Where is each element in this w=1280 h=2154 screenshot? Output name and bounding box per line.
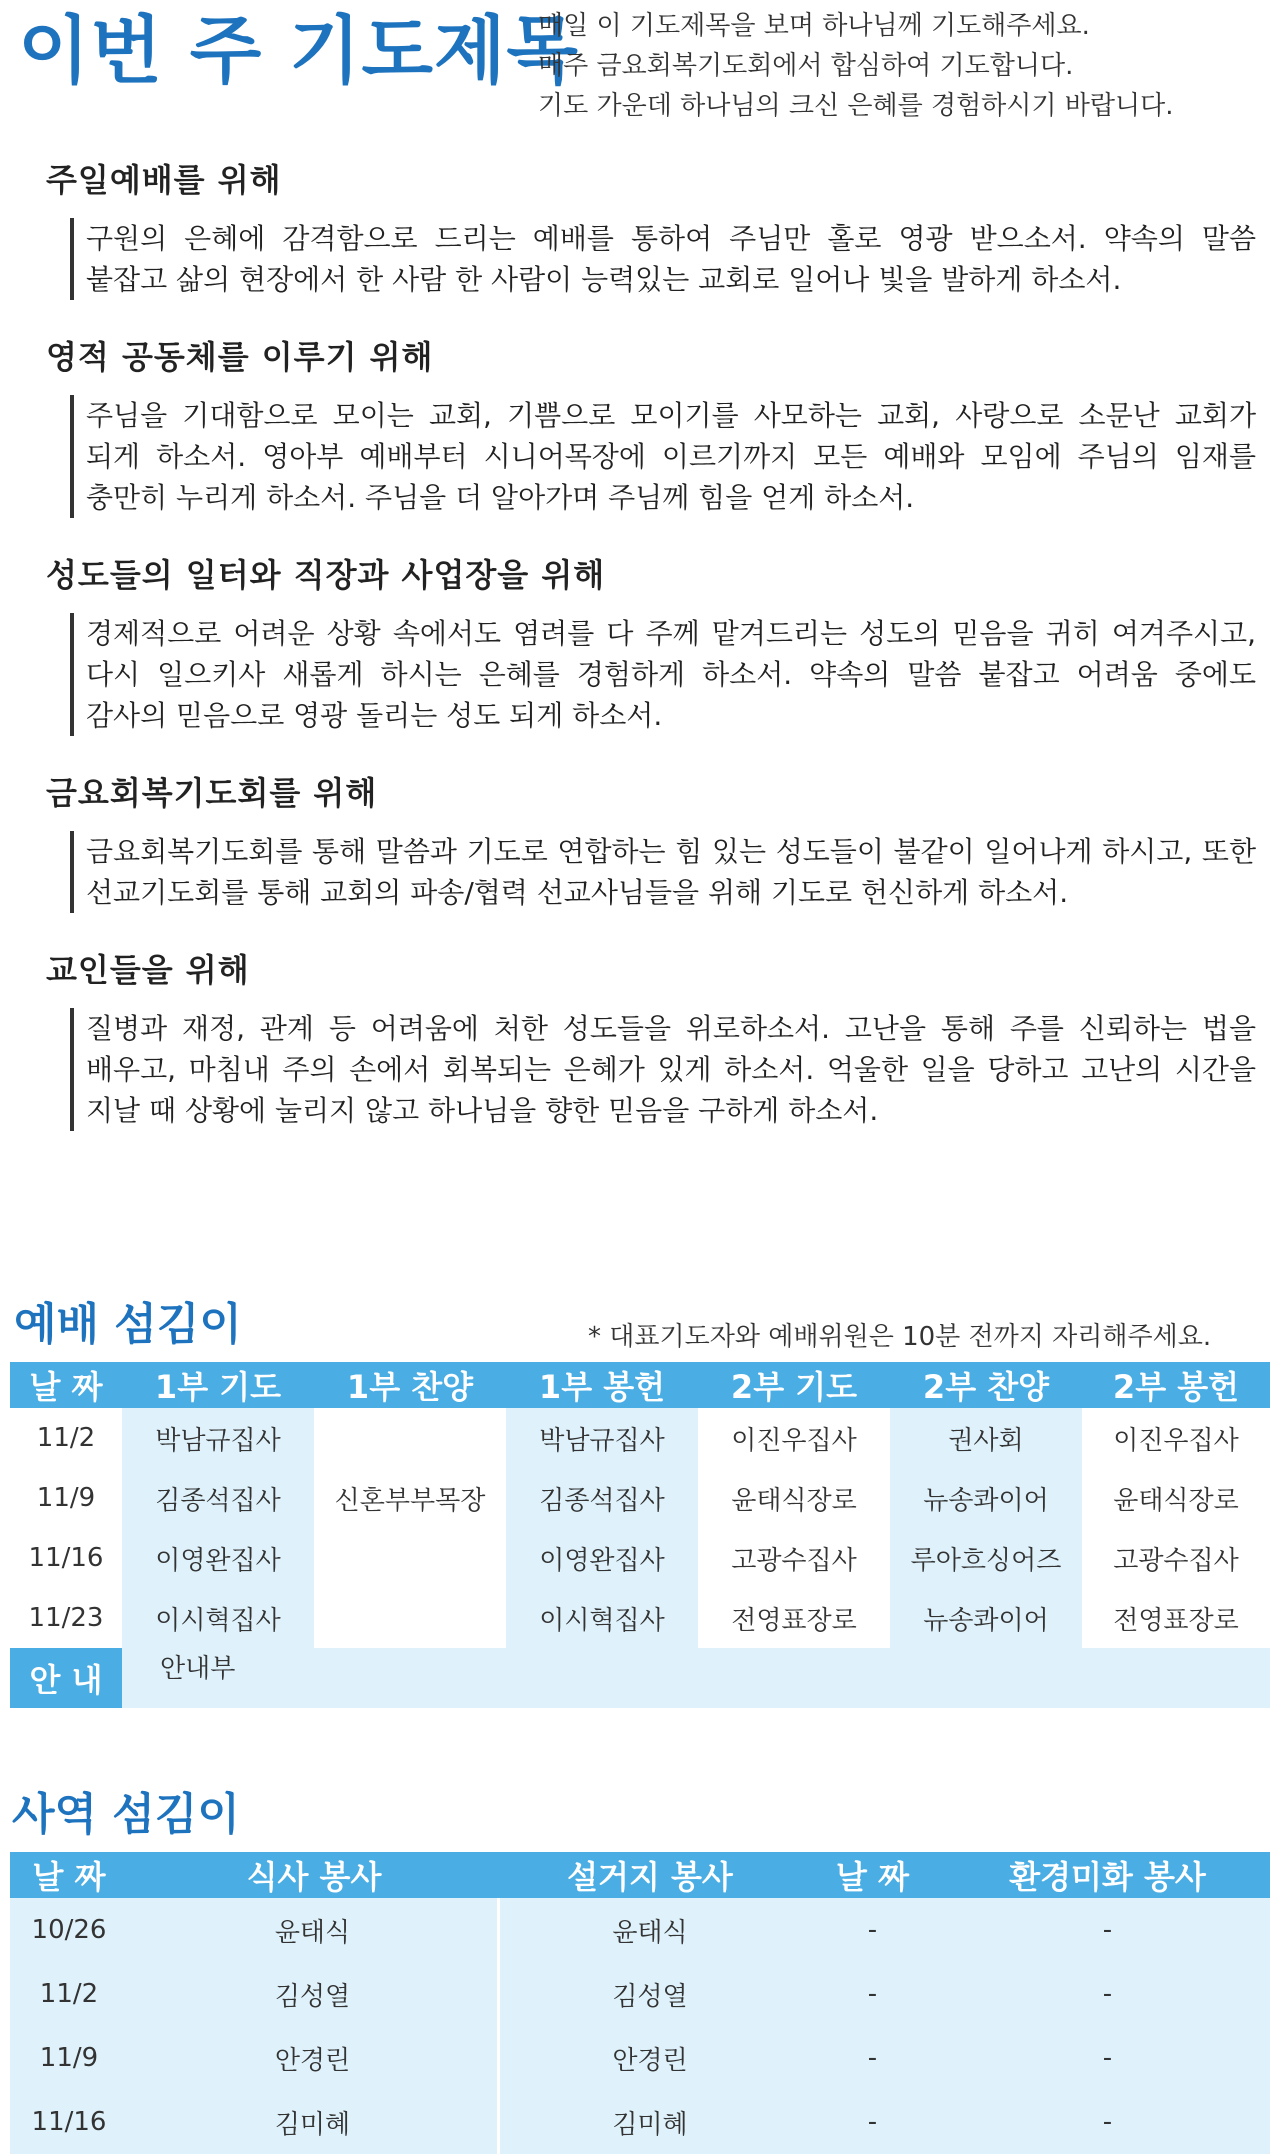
- prayer-heading: 영적 공동체를 이루기 위해: [46, 338, 434, 376]
- column-header: 날 짜: [10, 1852, 128, 1898]
- table-row: [10, 1528, 1270, 1588]
- prayer-section: [46, 337, 1256, 518]
- table-header-row: [10, 1362, 1270, 1408]
- column-header: 1부 봉헌: [506, 1362, 698, 1408]
- table-cell: 뉴송콰이어: [890, 1468, 1082, 1528]
- column-header: 날 짜: [10, 1362, 122, 1408]
- intro-line: 매일 이 기도제목을 보며 하나님께 기도해주세요.: [538, 11, 1090, 41]
- worship-title: 예배 섬김이: [14, 1299, 242, 1350]
- table-cell: 이영완집사: [506, 1528, 698, 1588]
- table-cell: 이시혁집사: [122, 1588, 314, 1648]
- table-cell: 루아흐싱어즈: [890, 1528, 1082, 1588]
- service-table: [10, 1852, 1270, 2154]
- prayer-heading: 교인들을 위해: [46, 951, 250, 989]
- table-row: [10, 1468, 1270, 1528]
- prayer-section: [46, 160, 1256, 300]
- table-cell: 김성열: [128, 1962, 500, 2026]
- intro-line: 기도 가운데 하나님의 크신 은혜를 경험하시기 바랍니다.: [538, 91, 1174, 121]
- table-cell: -: [800, 1962, 945, 2026]
- table-row: [10, 1962, 1270, 2026]
- table-cell: -: [800, 1898, 945, 1962]
- table-cell: 이영완집사: [122, 1528, 314, 1588]
- prayer-section: [46, 773, 1256, 913]
- column-header: 날 짜: [800, 1852, 945, 1898]
- column-header: 1부 찬양: [314, 1362, 506, 1408]
- table-cell: 11/2: [10, 1962, 128, 2026]
- service-title: 사역 섬김이: [12, 1789, 240, 1840]
- prayer-heading: 주일예배를 위해: [46, 161, 282, 199]
- table-cell: 안경린: [128, 2026, 500, 2090]
- table-cell: 김성열: [500, 1962, 800, 2026]
- column-header: 1부 기도: [122, 1362, 314, 1408]
- table-cell: -: [945, 2090, 1270, 2154]
- prayer-body: 경제적으로 어려운 상황 속에서도 염려를 다 주께 맡겨드리는 성도의 믿음을 귀히 여겨주시고, 다시 일으키사 새롭게 하시는 은혜를 경험하게 하소서. 약속의 말씀 붙잡고 어려움 중에도 감사의 믿음으로 영광 돌리는 성도 되게 하소서.: [70, 613, 1256, 736]
- prayer-section: [46, 555, 1256, 736]
- table-cell: [314, 1528, 506, 1588]
- table-cell: 전영표장로: [698, 1588, 890, 1648]
- table-cell: 11/9: [10, 1468, 122, 1528]
- page-title: 이번 주 기도제목: [18, 8, 579, 94]
- intro-text: [538, 6, 1273, 126]
- table-cell: 이진우집사: [1082, 1408, 1270, 1468]
- table-cell: -: [945, 1962, 1270, 2026]
- guide-label: 안 내: [10, 1648, 122, 1708]
- worship-table: [10, 1362, 1270, 1708]
- guide-value: 안내부: [122, 1648, 1270, 1708]
- column-header: 식사 봉사: [128, 1852, 500, 1898]
- column-header: 2부 찬양: [890, 1362, 1082, 1408]
- table-row: [10, 1648, 1270, 1708]
- worship-note: * 대표기도자와 예배위원은 10분 전까지 자리해주세요.: [588, 1322, 1212, 1352]
- table-cell: 11/23: [10, 1588, 122, 1648]
- table-cell: -: [945, 1898, 1270, 1962]
- table-cell: 11/9: [10, 2026, 128, 2090]
- table-cell: 고광수집사: [1082, 1528, 1270, 1588]
- table-cell: 11/2: [10, 1408, 122, 1468]
- prayer-body: 구원의 은혜에 감격함으로 드리는 예배를 통하여 주님만 홀로 영광 받으소서. 약속의 말씀 붙잡고 삶의 현장에서 한 사람 한 사람이 능력있는 교회로 일어나 빛을 발하게 하소서.: [70, 218, 1256, 300]
- prayer-body: 주님을 기대함으로 모이는 교회, 기쁨으로 모이기를 사모하는 교회, 사랑으로 소문난 교회가 되게 하소서. 영아부 예배부터 시니어목장에 이르기까지 모든 예배와 모임에 주님의 임재를 충만히 누리게 하소서. 주님을 더 알아가며 주님께 힘을 얻게 하소서.: [70, 395, 1256, 518]
- table-cell: 김미혜: [500, 2090, 800, 2154]
- table-cell: 윤태식: [500, 1898, 800, 1962]
- table-cell: 이진우집사: [698, 1408, 890, 1468]
- prayer-body: 금요회복기도회를 통해 말씀과 기도로 연합하는 힘 있는 성도들이 불같이 일어나게 하시고, 또한 선교기도회를 통해 교회의 파송/협력 선교사님들을 위해 기도로 헌신하게 하소서.: [70, 831, 1256, 913]
- column-header: 설거지 봉사: [500, 1852, 800, 1898]
- table-cell: 11/16: [10, 2090, 128, 2154]
- table-cell: 윤태식장로: [698, 1468, 890, 1528]
- column-header: 2부 봉헌: [1082, 1362, 1270, 1408]
- table-cell: -: [800, 2026, 945, 2090]
- table-cell: 신혼부부목장: [314, 1468, 506, 1528]
- table-row: [10, 1588, 1270, 1648]
- table-cell: 11/16: [10, 1528, 122, 1588]
- table-cell: 10/26: [10, 1898, 128, 1962]
- table-cell: 김종석집사: [122, 1468, 314, 1528]
- table-cell: 윤태식: [128, 1898, 500, 1962]
- column-header: 환경미화 봉사: [945, 1852, 1270, 1898]
- table-cell: 고광수집사: [698, 1528, 890, 1588]
- table-cell: 윤태식장로: [1082, 1468, 1270, 1528]
- table-row: [10, 1898, 1270, 1962]
- table-cell: 권사회: [890, 1408, 1082, 1468]
- table-cell: 이시혁집사: [506, 1588, 698, 1648]
- prayer-body: 질병과 재정, 관계 등 어려움에 처한 성도들을 위로하소서. 고난을 통해 주를 신뢰하는 법을 배우고, 마침내 주의 손에서 회복되는 은혜가 있게 하소서. 억울한 일을 당하고 고난의 시간을 지날 때 상황에 눌리지 않고 하나님을 향한 믿음을 구하게 하소서.: [70, 1008, 1256, 1131]
- intro-line: 매주 금요회복기도회에서 합심하여 기도합니다.: [538, 51, 1074, 81]
- column-header: 2부 기도: [698, 1362, 890, 1408]
- prayer-heading: 성도들의 일터와 직장과 사업장을 위해: [46, 556, 606, 594]
- table-cell: 박남규집사: [506, 1408, 698, 1468]
- table-cell: -: [945, 2026, 1270, 2090]
- table-cell: 안경린: [500, 2026, 800, 2090]
- table-row: [10, 1408, 1270, 1468]
- prayer-list: [46, 160, 1256, 1168]
- table-cell: -: [800, 2090, 945, 2154]
- table-cell: 박남규집사: [122, 1408, 314, 1468]
- table-header-row: [10, 1852, 1270, 1898]
- table-cell: 김종석집사: [506, 1468, 698, 1528]
- table-cell: 김미혜: [128, 2090, 500, 2154]
- prayer-section: [46, 950, 1256, 1131]
- table-row: [10, 2026, 1270, 2090]
- table-cell: 뉴송콰이어: [890, 1588, 1082, 1648]
- table-cell: [314, 1408, 506, 1468]
- prayer-heading: 금요회복기도회를 위해: [46, 774, 378, 812]
- page-header: [0, 0, 1280, 130]
- table-cell: 전영표장로: [1082, 1588, 1270, 1648]
- table-row: [10, 2090, 1270, 2154]
- table-cell: [314, 1588, 506, 1648]
